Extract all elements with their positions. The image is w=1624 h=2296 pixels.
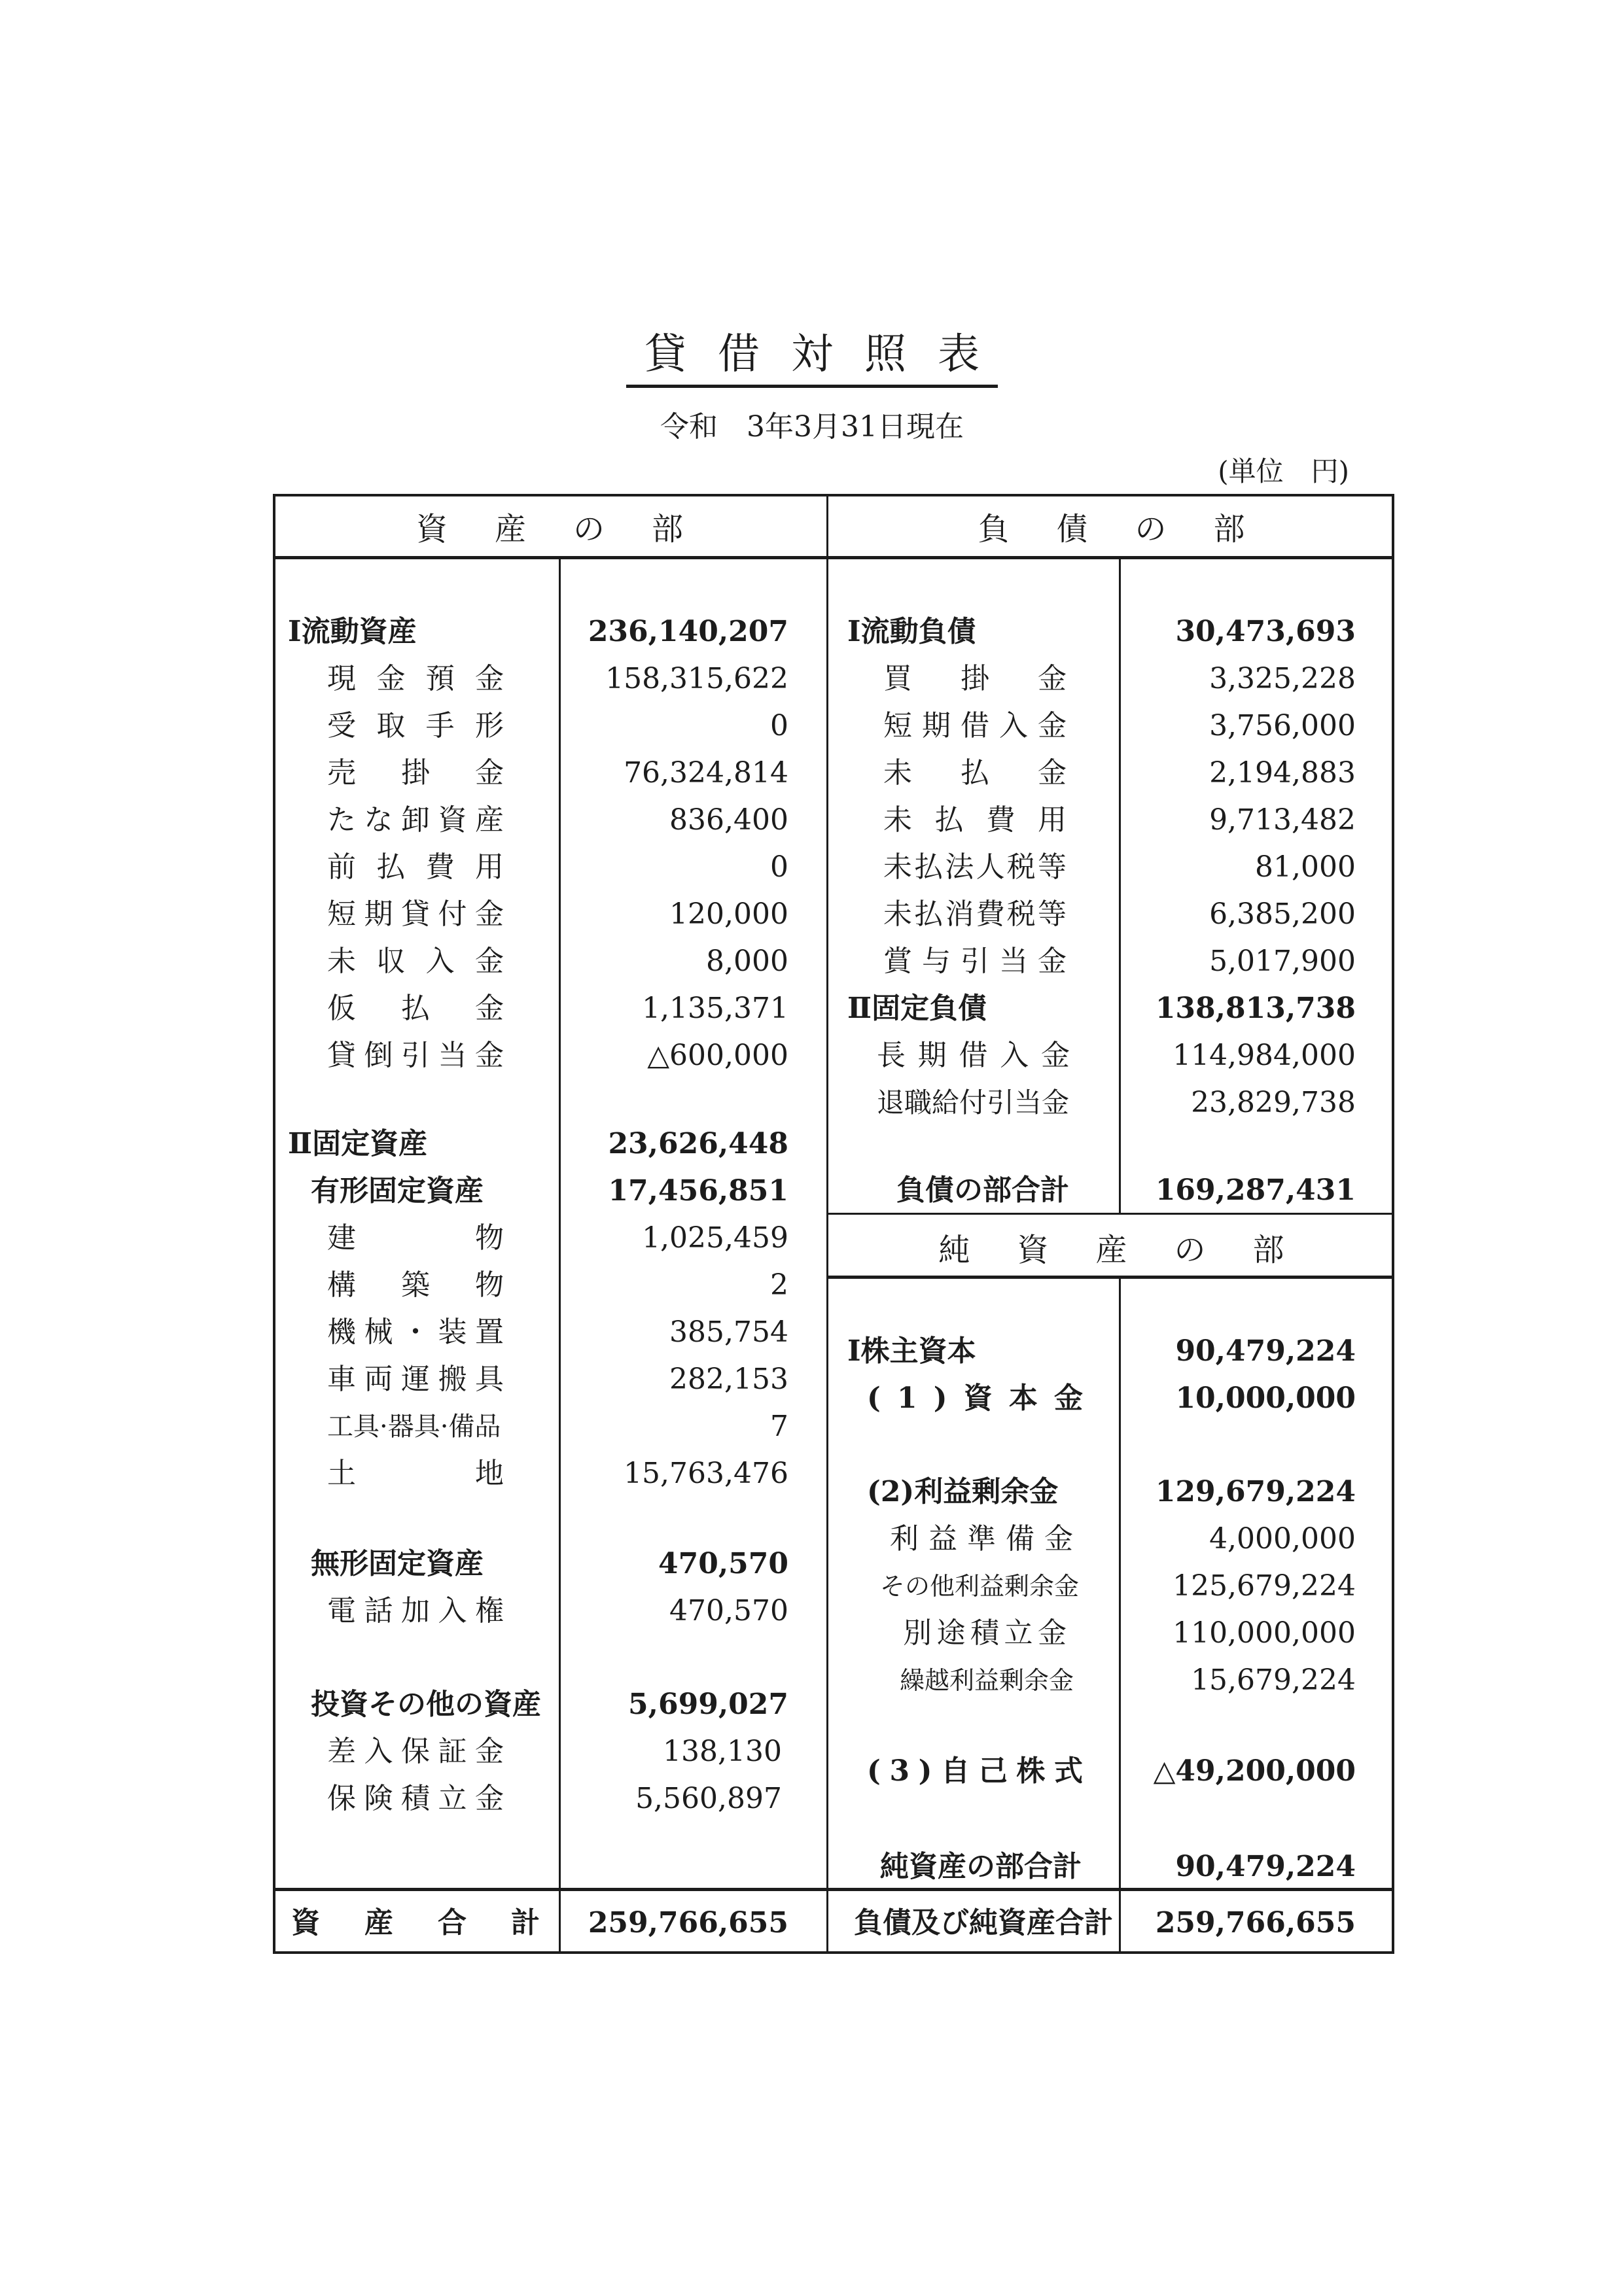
retained-earnings-row bbox=[0, 1469, 1624, 1516]
row-label: ( 1 ) 資 本 金 bbox=[867, 1382, 1083, 1415]
assets-section-header: 資 産 の 部 bbox=[415, 511, 684, 548]
row-value: 10,000,000 bbox=[1175, 1382, 1356, 1415]
row-label: 短 期 借 入 金 bbox=[883, 709, 1067, 742]
section-row bbox=[0, 1121, 1624, 1168]
row-value: 110,000,000 bbox=[1173, 1616, 1356, 1650]
list-item bbox=[0, 655, 1624, 703]
row-label: 賞 与 引 当 金 bbox=[883, 945, 1067, 978]
row-label: 未 払 法 人 税 等 bbox=[883, 850, 1067, 884]
row-label: 短 期 貸 付 金 bbox=[327, 897, 504, 931]
row-value: 2 bbox=[770, 1268, 788, 1302]
row-label: 受 取 手 形 bbox=[327, 709, 504, 742]
row-label: Ⅰ流動資産 bbox=[288, 615, 417, 648]
list-item bbox=[0, 938, 1624, 985]
liabilities-section-header: 負 債 の 部 bbox=[978, 511, 1245, 548]
row-label: 工具·器具·備品 bbox=[327, 1412, 501, 1442]
row-value: 282,153 bbox=[669, 1363, 788, 1396]
row-label: 売 掛 金 bbox=[327, 756, 504, 790]
row-label: その他利益剰余金 bbox=[880, 1572, 1080, 1601]
row-value: 129,679,224 bbox=[1155, 1475, 1356, 1508]
row-value: 385,754 bbox=[669, 1315, 788, 1349]
row-label: 純資産の部合計 bbox=[880, 1850, 1082, 1883]
row-label: 構 築 物 bbox=[327, 1268, 504, 1302]
list-item bbox=[0, 703, 1624, 750]
row-value: 5,699,027 bbox=[628, 1688, 788, 1721]
grand-total-row bbox=[0, 1900, 1624, 1947]
row-value: 470,570 bbox=[658, 1547, 788, 1580]
row-value: 259,766,655 bbox=[1155, 1906, 1356, 1939]
treasury-stock-row bbox=[0, 1748, 1624, 1795]
row-value: 114,984,000 bbox=[1173, 1039, 1356, 1072]
row-label: 現 金 預 金 bbox=[327, 662, 504, 695]
row-value: 3,756,000 bbox=[1209, 709, 1356, 742]
row-value: 81,000 bbox=[1255, 850, 1356, 884]
row-value: 169,287,431 bbox=[1155, 1174, 1356, 1207]
row-value: 1,025,459 bbox=[642, 1221, 788, 1255]
row-value: 138,130 bbox=[663, 1735, 782, 1768]
row-label: 建 物 bbox=[327, 1221, 504, 1255]
row-label: た な 卸 資 産 bbox=[327, 803, 504, 837]
row-label: 繰越利益剰余金 bbox=[900, 1666, 1074, 1695]
list-item bbox=[0, 1657, 1624, 1704]
row-value: 259,766,655 bbox=[588, 1906, 788, 1939]
row-value: △600,000 bbox=[647, 1039, 788, 1072]
list-item bbox=[0, 1262, 1624, 1309]
row-value: 15,763,476 bbox=[624, 1457, 788, 1490]
row-value: 470,570 bbox=[669, 1594, 788, 1627]
row-label: Ⅰ株主資本 bbox=[847, 1334, 976, 1368]
row-value: 0 bbox=[770, 850, 788, 884]
list-item bbox=[0, 1032, 1624, 1079]
row-value: 236,140,207 bbox=[588, 615, 788, 648]
net-assets-section-header: 純 資 産 の 部 bbox=[938, 1232, 1284, 1268]
row-value: 5,560,897 bbox=[635, 1782, 782, 1815]
row-label: 貸 倒 引 当 金 bbox=[327, 1039, 504, 1072]
row-label: 未 払 費 用 bbox=[883, 803, 1067, 837]
row-value: 23,829,738 bbox=[1191, 1086, 1356, 1119]
row-label: 長 期 借 入 金 bbox=[877, 1039, 1070, 1072]
row-value: 5,017,900 bbox=[1209, 945, 1356, 978]
row-value: 9,713,482 bbox=[1209, 803, 1356, 837]
row-value: 6,385,200 bbox=[1209, 897, 1356, 931]
row-value: △49,200,000 bbox=[1153, 1754, 1356, 1788]
section-row bbox=[0, 985, 1624, 1032]
row-label: Ⅱ固定負債 bbox=[847, 992, 987, 1025]
row-value: 90,479,224 bbox=[1175, 1850, 1356, 1883]
list-item bbox=[0, 1079, 1624, 1126]
list-item bbox=[0, 1610, 1624, 1657]
row-label: ( 3 ) 自 己 株 式 bbox=[867, 1754, 1083, 1788]
list-item bbox=[0, 750, 1624, 797]
section-row bbox=[0, 608, 1624, 655]
net-assets-total-row bbox=[0, 1843, 1624, 1890]
row-label: 前 払 費 用 bbox=[327, 850, 504, 884]
row-value: 4,000,000 bbox=[1209, 1522, 1356, 1556]
row-label: 負債及び純資産合計 bbox=[854, 1906, 1113, 1939]
section-row bbox=[0, 1328, 1624, 1375]
row-value: 23,626,448 bbox=[608, 1127, 788, 1160]
capital-row bbox=[0, 1375, 1624, 1422]
row-label: 買 掛 金 bbox=[883, 662, 1067, 695]
row-value: 138,813,738 bbox=[1155, 992, 1356, 1025]
row-value: 120,000 bbox=[669, 897, 788, 931]
row-label: 資 産 合 計 bbox=[291, 1906, 540, 1939]
row-label: 投資その他の資産 bbox=[311, 1688, 541, 1721]
row-label: 機 械 ・ 装 置 bbox=[327, 1315, 504, 1349]
row-label: 負債の部合計 bbox=[896, 1174, 1069, 1207]
document-date: 令和 3年3月31日現在 bbox=[660, 410, 964, 444]
list-item bbox=[0, 844, 1624, 891]
row-label: 仮 払 金 bbox=[327, 992, 504, 1025]
row-label: 未 収 入 金 bbox=[327, 945, 504, 978]
row-label: 電 話 加 入 権 bbox=[327, 1594, 504, 1627]
row-value: 158,315,622 bbox=[605, 662, 788, 695]
row-label: Ⅱ固定資産 bbox=[288, 1127, 428, 1160]
row-label: 保 険 積 立 金 bbox=[327, 1782, 504, 1815]
row-value: 1,135,371 bbox=[642, 992, 788, 1025]
row-value: 836,400 bbox=[669, 803, 788, 837]
row-value: 15,679,224 bbox=[1191, 1663, 1356, 1697]
row-label: 未 払 金 bbox=[883, 756, 1067, 790]
row-label: 利 益 準 備 金 bbox=[890, 1522, 1073, 1556]
unit-note: (単位 円) bbox=[1218, 455, 1349, 487]
header-divider bbox=[273, 556, 1394, 559]
row-label: 車 両 運 搬 具 bbox=[327, 1363, 504, 1396]
list-item bbox=[0, 1516, 1624, 1563]
row-value: 30,473,693 bbox=[1175, 615, 1356, 648]
list-item bbox=[0, 891, 1624, 938]
row-label: 未 払 消 費 税 等 bbox=[883, 897, 1067, 931]
row-label: Ⅰ流動負債 bbox=[847, 615, 976, 648]
row-label: 有形固定資産 bbox=[311, 1174, 484, 1208]
row-value: 90,479,224 bbox=[1175, 1334, 1356, 1368]
row-label: 退職給付引当金 bbox=[877, 1087, 1070, 1119]
row-value: 7 bbox=[770, 1410, 788, 1443]
row-value: 0 bbox=[770, 709, 788, 742]
liabilities-total-row bbox=[0, 1167, 1624, 1214]
row-value: 76,324,814 bbox=[624, 756, 788, 790]
row-value: 8,000 bbox=[706, 945, 788, 978]
document-title: 貸 借 対 照 表 bbox=[0, 321, 1624, 388]
row-label: 別 途 積 立 金 bbox=[903, 1616, 1067, 1650]
row-value: 17,456,851 bbox=[608, 1174, 788, 1208]
row-value: 3,325,228 bbox=[1209, 662, 1356, 695]
row-label: 差 入 保 証 金 bbox=[327, 1735, 504, 1768]
list-item bbox=[0, 1215, 1624, 1262]
row-label: (2)利益剰余金 bbox=[867, 1475, 1059, 1508]
row-value: 2,194,883 bbox=[1209, 756, 1356, 790]
list-item bbox=[0, 797, 1624, 844]
row-value: 125,679,224 bbox=[1173, 1569, 1356, 1603]
list-item bbox=[0, 1563, 1624, 1610]
row-label: 無形固定資産 bbox=[311, 1547, 484, 1580]
row-label: 土 地 bbox=[327, 1457, 504, 1490]
